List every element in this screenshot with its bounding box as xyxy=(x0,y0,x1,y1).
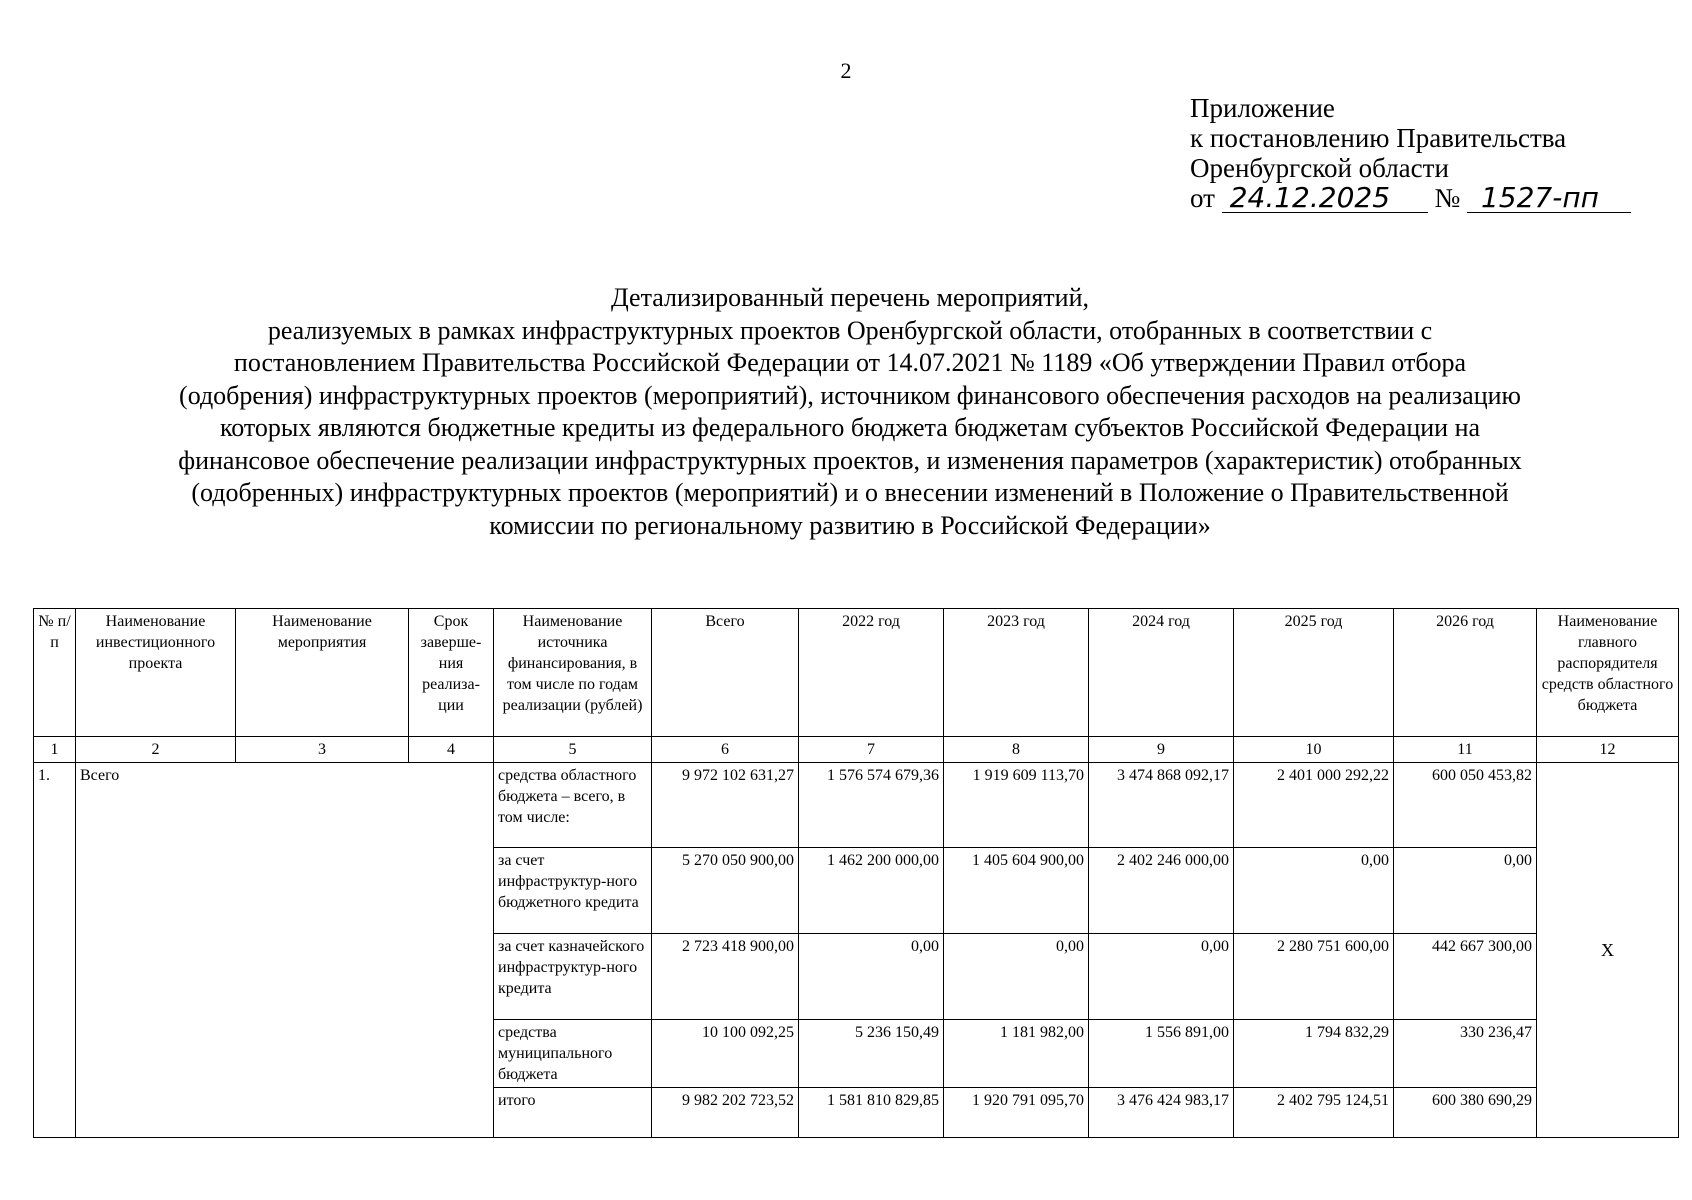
value-cell: 2 280 751 600,00 xyxy=(1234,934,1394,1020)
number-label: № xyxy=(1434,183,1461,213)
header-cell: Срок заверше-ния реализа-ции xyxy=(409,609,494,737)
title-line: Детализированный перечень мероприятий, xyxy=(610,283,1089,312)
title-line: (одобрения) инфраструктурных проектов (мероприятий), источником финансового обеспечения расходов на реализацию xyxy=(179,380,1521,410)
header-cell: Наименование главного распорядителя средств областного бюджета xyxy=(1537,609,1679,737)
header-cell: Наименование мероприятия xyxy=(236,609,409,737)
column-number-row xyxy=(34,737,1679,763)
header-cell: 2022 год xyxy=(799,609,944,737)
appendix-line-1: Приложение xyxy=(1190,93,1335,123)
column-number: 10 xyxy=(1234,737,1394,763)
value-cell: 0,00 xyxy=(1394,848,1537,934)
value-cell: 0,00 xyxy=(944,934,1089,1020)
appendix-block xyxy=(1190,93,1631,213)
value-cell: 1 919 609 113,70 xyxy=(944,763,1089,848)
row-number: 1. xyxy=(34,763,76,1138)
value-cell: 2 401 000 292,22 xyxy=(1234,763,1394,848)
title-line: которых являются бюджетные кредиты из федерального бюджета бюджетам субъектов Российской Федерации на xyxy=(219,413,1481,442)
value-cell: 2 402 246 000,00 xyxy=(1089,848,1234,934)
title-line: финансовое обеспечение реализации инфраструктурных проектов, и изменения параметров (характеристик) отобранных xyxy=(178,445,1522,475)
from-label: от xyxy=(1190,183,1215,213)
column-number: 7 xyxy=(799,737,944,763)
column-number: 3 xyxy=(236,737,409,763)
activities-table xyxy=(33,608,1679,1138)
source-cell: средства областного бюджета – всего, в том числе: xyxy=(494,763,652,848)
page-number: 2 xyxy=(840,58,852,83)
column-number: 9 xyxy=(1089,737,1234,763)
value-cell: 2 723 418 900,00 xyxy=(652,934,799,1020)
value-cell: 1 576 574 679,36 xyxy=(799,763,944,848)
column-number: 12 xyxy=(1537,737,1679,763)
column-number: 1 xyxy=(34,737,76,763)
value-cell: 442 667 300,00 xyxy=(1394,934,1537,1020)
value-cell: 0,00 xyxy=(1234,848,1394,934)
header-cell: 2025 год xyxy=(1234,609,1394,737)
title-line: (одобренных) инфраструктурных проектов (мероприятий) и о внесении изменений в Положение о Правительственной xyxy=(191,478,1509,507)
column-number: 8 xyxy=(944,737,1089,763)
value-cell: 1 181 982,00 xyxy=(944,1020,1089,1088)
distributor-cell: Х xyxy=(1537,763,1679,1138)
value-cell: 1 405 604 900,00 xyxy=(944,848,1089,934)
value-cell: 9 972 102 631,27 xyxy=(652,763,799,848)
row-label: Всего xyxy=(76,763,494,1138)
title-line: комиссии по региональному развитию в Российской Федерации» xyxy=(489,510,1211,540)
value-cell: 5 236 150,49 xyxy=(799,1020,944,1088)
value-cell: 2 402 795 124,51 xyxy=(1234,1088,1394,1138)
source-cell: итого xyxy=(494,1088,652,1138)
column-number: 5 xyxy=(494,737,652,763)
source-cell: за счет инфраструктур-ного бюджетного кредита xyxy=(494,848,652,934)
value-cell: 1 556 891,00 xyxy=(1089,1020,1234,1088)
document-title xyxy=(90,282,1610,542)
header-cell: 2023 год xyxy=(944,609,1089,737)
source-cell: за счет казначейского инфраструктур-ного кредита xyxy=(494,934,652,1020)
header-cell: Всего xyxy=(652,609,799,737)
title-line: постановлением Правительства Российской Федерации от 14.07.2021 № 1189 «Об утверждении Правил отбора xyxy=(233,348,1467,377)
title-line: реализуемых в рамках инфраструктурных проектов Оренбургской области, отобранных в соответствии с xyxy=(267,315,1433,345)
column-number: 4 xyxy=(409,737,494,763)
table-row xyxy=(34,763,1679,848)
value-cell: 1 581 810 829,85 xyxy=(799,1088,944,1138)
value-cell: 600 050 453,82 xyxy=(1394,763,1537,848)
value-cell: 1 920 791 095,70 xyxy=(944,1088,1089,1138)
value-cell: 5 270 050 900,00 xyxy=(652,848,799,934)
value-cell: 9 982 202 723,52 xyxy=(652,1088,799,1138)
column-number: 11 xyxy=(1394,737,1537,763)
value-cell: 0,00 xyxy=(799,934,944,1020)
value-cell: 10 100 092,25 xyxy=(652,1020,799,1088)
appendix-line-2: к постановлению Правительства xyxy=(1190,123,1567,153)
column-number: 2 xyxy=(76,737,236,763)
value-cell: 600 380 690,29 xyxy=(1394,1088,1537,1138)
handwritten-date: 24.12.2025 xyxy=(1222,184,1428,213)
source-cell: средства муниципального бюджета xyxy=(494,1020,652,1088)
appendix-date-line xyxy=(1190,183,1631,213)
appendix-line-3: Оренбургской области xyxy=(1190,153,1449,183)
value-cell: 1 794 832,29 xyxy=(1234,1020,1394,1088)
column-number: 6 xyxy=(652,737,799,763)
value-cell: 1 462 200 000,00 xyxy=(799,848,944,934)
header-cell: № п/п xyxy=(34,609,76,737)
header-cell: 2026 год xyxy=(1394,609,1537,737)
header-cell: Наименование источника финансирования, в том числе по годам реализации (рублей) xyxy=(494,609,652,737)
header-cell: Наименование инвестиционного проекта xyxy=(76,609,236,737)
value-cell: 3 476 424 983,17 xyxy=(1089,1088,1234,1138)
value-cell: 0,00 xyxy=(1089,934,1234,1020)
value-cell: 3 474 868 092,17 xyxy=(1089,763,1234,848)
header-row xyxy=(34,609,1679,737)
header-cell: 2024 год xyxy=(1089,609,1234,737)
handwritten-number: 1527-пп xyxy=(1467,184,1631,213)
value-cell: 330 236,47 xyxy=(1394,1020,1537,1088)
